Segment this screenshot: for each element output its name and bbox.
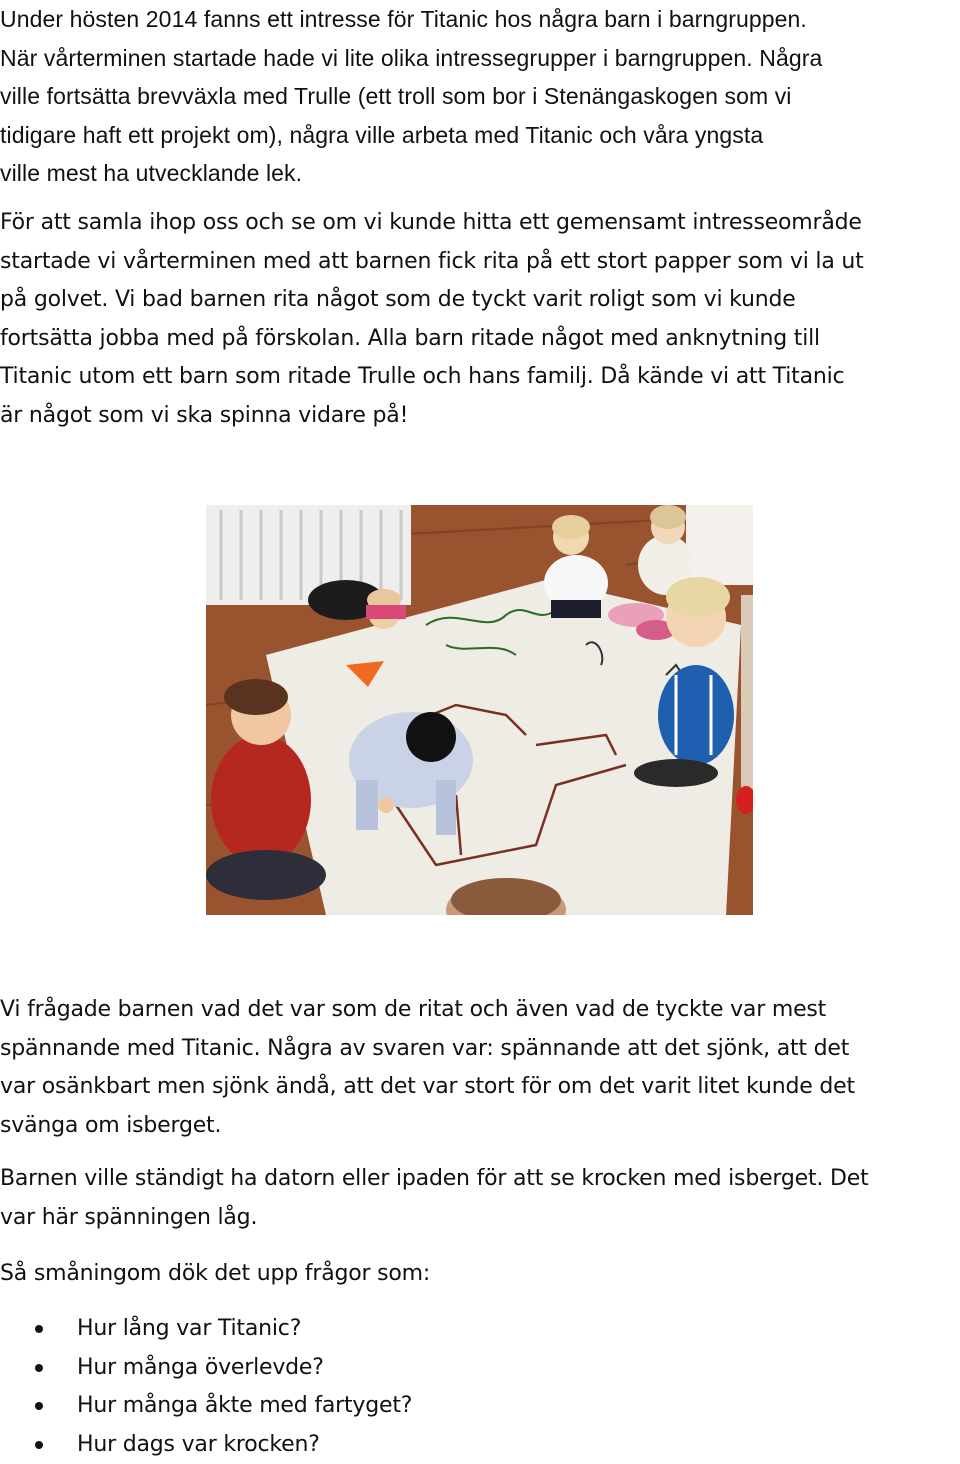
list-item	[0, 1349, 960, 1388]
text-line: När vårterminen startade hade vi lite olika intressegrupper i barngruppen. Några	[0, 39, 960, 78]
questions-intro	[0, 1255, 960, 1294]
devices-paragraph	[0, 1160, 960, 1237]
text-line: Vi frågade barnen vad det var som de ritat och även vad de tyckte var mest	[0, 991, 960, 1030]
bullet-icon	[35, 1402, 43, 1410]
text-line: tidigare haft ett projekt om), några ville arbeta med Titanic och våra yngsta	[0, 116, 960, 155]
list-item	[0, 1426, 960, 1464]
list-item-text: Hur dags var krocken?	[77, 1426, 320, 1464]
children-drawing-photo	[206, 505, 753, 915]
bullet-icon	[35, 1441, 43, 1449]
answers-paragraph	[0, 991, 960, 1145]
text-line: För att samla ihop oss och se om vi kunde hitta ett gemensamt intresseområde	[0, 204, 960, 243]
list-item-text: Hur många åkte med fartyget?	[77, 1387, 412, 1426]
text-line: på golvet. Vi bad barnen rita något som de tyckt varit roligt som vi kunde	[0, 281, 960, 320]
drawing-session-paragraph	[0, 204, 960, 435]
text-line: Så småningom dök det upp frågor som:	[0, 1255, 960, 1294]
list-item	[0, 1310, 960, 1349]
text-line: startade vi vårterminen med att barnen fick rita på ett stort papper som vi la ut	[0, 243, 960, 282]
bullet-icon	[35, 1364, 43, 1372]
text-line: spännande med Titanic. Några av svaren var: spännande att det sjönk, att det	[0, 1030, 960, 1069]
list-item-text: Hur många överlevde?	[77, 1349, 324, 1388]
text-line: fortsätta jobba med på förskolan. Alla barn ritade något med anknytning till	[0, 320, 960, 359]
bullet-icon	[35, 1325, 43, 1333]
list-item-text: Hur lång var Titanic?	[77, 1310, 301, 1349]
text-line: ville fortsätta brevväxla med Trulle (ett troll som bor i Stenängaskogen som vi	[0, 77, 960, 116]
text-line: Barnen ville ständigt ha datorn eller ipaden för att se krocken med isberget. Det	[0, 1160, 960, 1199]
text-line: ville mest ha utvecklande lek.	[0, 154, 960, 193]
text-line: är något som vi ska spinna vidare på!	[0, 397, 960, 436]
text-line: Titanic utom ett barn som ritade Trulle och hans familj. Då kände vi att Titanic	[0, 358, 960, 397]
questions-list	[0, 1310, 960, 1464]
list-item	[0, 1387, 960, 1426]
intro-paragraph	[0, 0, 960, 193]
text-line: var här spänningen låg.	[0, 1199, 960, 1238]
text-line: Under hösten 2014 fanns ett intresse för Titanic hos några barn i barngruppen.	[0, 0, 960, 39]
text-line: var osänkbart men sjönk ändå, att det var stort för om det varit litet kunde det	[0, 1068, 960, 1107]
text-line: svänga om isberget.	[0, 1107, 960, 1146]
